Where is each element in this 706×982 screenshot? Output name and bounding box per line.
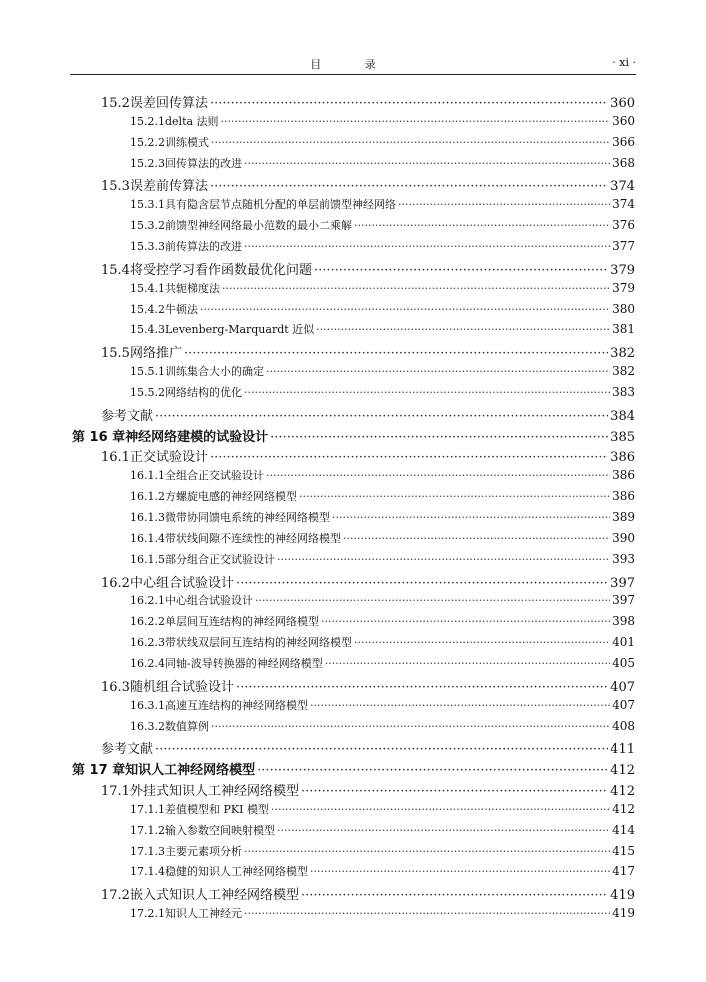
toc-entry-ref[interactable] [101,405,635,424]
toc-entry-sub[interactable] [130,822,635,838]
toc-entry-title: 带状线双层间互连结构的神经网络模型 [165,636,352,650]
toc-entry-page: 412 [610,763,635,779]
toc-entry-title: 部分组合正交试验设计 [165,552,275,566]
toc-entry-sub[interactable] [130,384,635,400]
toc-entry-title: 网络结构的优化 [165,385,242,399]
dot-leader [270,430,608,445]
dot-leader [314,263,608,278]
toc-entry-sub[interactable] [130,655,635,671]
dot-leader [316,323,610,336]
toc-entry-title: 中心组合试验设计 [165,594,253,608]
toc-entry-title: 全组合正交试验设计 [165,469,264,483]
toc-entry-title: 将受控学习看作函数最优化问题 [129,262,312,278]
toc-entry-page: 360 [612,113,635,128]
toc-entry-number: 16.1.5 [130,552,165,566]
toc-entry-sub[interactable] [130,488,635,504]
toc-entry-page: 368 [612,155,635,170]
toc-entry-page: 407 [610,679,635,695]
toc-entry-number: 16.1.1 [130,469,165,483]
toc-entry-page: 383 [612,384,635,399]
toc-entry-sub[interactable] [130,238,635,254]
toc-entry-number: 16.2 [101,575,130,591]
toc-entry-ch[interactable] [72,759,635,778]
toc-entry-title: 参考文献 [101,742,154,758]
toc-entry-title: 回传算法的改进 [165,156,242,170]
toc-entry-title: 训练集合大小的确定 [165,365,264,379]
toc-entry-sub[interactable] [130,530,635,546]
toc-entry-title: 牛顿法 [165,302,198,316]
toc-entry-number: 第 17 章 [72,763,126,779]
toc-entry-page: 380 [612,301,635,316]
toc-entry-page: 382 [610,346,635,362]
toc-entry-sub[interactable] [130,196,635,212]
toc-entry-sub[interactable] [130,321,635,337]
toc-entry-number: 16.1.4 [130,531,165,545]
toc-entry-page: 405 [612,655,635,670]
toc-entry-page: 386 [610,450,635,466]
toc-entry-page: 390 [612,530,635,545]
dot-leader [236,576,608,591]
toc-entry-number: 16.3.1 [130,698,165,712]
dot-leader [310,699,610,712]
toc-entry-sec[interactable] [101,259,635,278]
toc-entry-page: 366 [612,134,635,149]
toc-entry-number: 15.3 [101,179,130,195]
dot-leader [354,636,610,649]
dot-leader [155,409,608,424]
toc-entry-sec[interactable] [101,92,635,111]
toc-entry-page: 412 [610,784,635,800]
toc-entry-number: 15.2.2 [130,135,165,149]
dot-leader [266,365,610,378]
toc-entry-number: 16.3 [101,679,130,695]
dot-leader [244,157,610,170]
dot-leader [222,282,610,295]
toc-entry-sec[interactable] [101,446,635,465]
toc-entry-number: 17.2.1 [130,907,165,921]
toc-entry-sub[interactable] [130,634,635,650]
toc-entry-title: 带状线间隙不连续性的神经网络模型 [165,531,341,545]
toc-entry-number: 16.2.4 [130,656,165,670]
dot-leader [343,532,610,545]
toc-entry-sub[interactable] [130,551,635,567]
toc-entry-sub[interactable] [130,301,635,317]
toc-entry-title: 微带协同馈电系统的神经网络模型 [165,511,330,524]
toc-entry-number: 16.2.2 [130,615,165,629]
toc-entry-sub[interactable] [130,280,635,296]
dot-leader [244,386,610,399]
toc-entry-title: 前传算法的改进 [165,239,242,253]
toc-entry-number: 15.3.2 [130,219,165,233]
toc-entry-title: 训练模式 [165,135,209,149]
toc-entry-page: 374 [612,197,635,212]
toc-entry-sec[interactable] [101,780,635,799]
toc-entry-title: 误差回传算法 [129,96,208,111]
dot-leader [244,907,610,920]
toc-entry-page: 384 [610,408,635,424]
toc-entry-title: 正交试验设计 [129,450,208,466]
dot-leader [301,888,608,903]
toc-entry-sec[interactable] [101,572,635,591]
toc-entry-number: 16.1.3 [130,511,165,524]
toc-entry-sub[interactable] [130,467,635,483]
dot-leader [211,136,610,149]
dot-leader [332,511,610,524]
toc-entry-number: 15.3.3 [130,239,165,253]
toc-entry-title: 随机组合试验设计 [129,679,234,695]
dot-leader [210,450,608,465]
toc-entry-page: 408 [612,718,635,733]
dot-leader [266,469,610,482]
toc-entry-page: 360 [610,96,635,111]
toc-entry-number: 15.5.1 [130,365,165,379]
toc-entry-page: 414 [612,822,635,837]
dot-leader [277,553,610,566]
toc-entry-page: 376 [612,218,635,233]
dot-leader [211,720,610,733]
toc-entry-page: 398 [612,614,635,629]
dot-leader [221,115,611,128]
toc-entry-number: 15.4.2 [130,302,165,316]
dot-leader [277,824,610,837]
toc-entry-page: 382 [612,364,635,379]
toc-entry-number: 16.2.3 [130,636,165,650]
toc-entry-page: 389 [612,510,635,524]
toc-entry-page: 419 [612,906,635,921]
toc-entry-title: 知识人工神经网络模型 [125,763,256,779]
toc-entry-title: 差值模型和 PKI 模型 [165,802,269,816]
toc-entry-page: 415 [612,843,635,858]
toc-entry-number: 15.4 [101,262,130,278]
dot-leader [244,845,610,858]
toc-entry-sub[interactable] [130,363,635,379]
toc-entry-number: 16.2.1 [130,594,165,608]
toc-entry-title: 输入参数空间映射模型 [165,823,275,837]
toc-entry-number: 15.5.2 [130,385,165,399]
dot-leader [271,803,610,816]
toc-entry-title: 网络推广 [129,346,182,362]
dot-leader [255,594,610,607]
toc-entry-page: 385 [610,429,635,445]
dot-leader [184,346,608,361]
toc-entry-number: 17.1.4 [130,865,165,879]
toc-entry-title: 中心组合试验设计 [129,575,234,591]
toc-entry-title: 稳健的知识人工神经网络模型 [165,865,308,879]
toc-entry-page: 401 [612,635,635,650]
toc-entry-number: 15.2.1 [130,114,165,128]
dot-leader [257,763,608,778]
toc-entry-page: 386 [612,489,635,504]
dot-leader [299,490,610,503]
toc-entry-sub[interactable] [130,863,635,879]
toc-entry-page: 412 [612,801,635,816]
toc-entry-ref[interactable] [101,738,635,757]
dot-leader [325,657,610,670]
toc-entry-number: 16.3.2 [130,719,165,733]
toc-entry-number: 15.4.3 [130,323,165,337]
toc-entry-page: 419 [610,888,635,904]
dot-leader [210,179,608,194]
dot-leader [210,96,608,111]
toc-entry-sub[interactable] [130,217,635,233]
toc-entry-page: 379 [612,280,635,295]
toc-entry-page: 407 [612,697,635,712]
toc-entry-number: 17.1 [101,784,130,800]
toc-entry-number: 15.2.3 [130,156,165,170]
toc-entry-title: 高速互连结构的神经网络模型 [165,698,308,712]
toc-entry-title: 共轭梯度法 [165,281,220,295]
toc-entry-number: 第 16 章 [72,429,126,445]
toc-entry-page: 417 [612,864,635,879]
toc-entry-sub[interactable] [130,113,635,129]
header-page-number: · xi · [612,56,636,69]
toc-entry-number: 15.2 [101,96,130,111]
toc-entry-page: 393 [612,551,635,566]
toc-entry-sub[interactable] [130,613,635,629]
toc-entry-title: Levenberg-Marquardt 近似 [165,323,315,337]
toc-entry-page: 374 [610,179,635,195]
toc-entry-number: 15.5 [101,346,130,362]
toc-entry-sec[interactable] [101,175,635,194]
toc-entry-page: 377 [612,238,635,253]
toc-entry-title: 神经网络建模的试验设计 [125,429,269,445]
toc-entry-title: 知识人工神经元 [165,907,242,921]
toc-entry-sub[interactable] [130,155,635,171]
toc-entry-number: 17.1.3 [130,844,165,858]
toc-entry-title: delta 法则 [165,114,219,128]
toc-entry-sub[interactable] [130,509,635,525]
toc-entry-title: 嵌入式知识人工神经网络模型 [129,888,299,904]
toc-entry-page: 379 [610,262,635,278]
toc-entry-number: 17.1.2 [130,823,165,837]
toc-entry-number: 17.2 [101,888,130,904]
toc-entry-sub[interactable] [130,801,635,817]
toc-entry-title: 外挂式知识人工神经网络模型 [129,784,299,800]
dot-leader [200,303,610,316]
toc-entry-title: 具有隐含层节点随机分配的单层前馈型神经网络 [165,198,396,212]
toc-entry-page: 397 [612,593,635,608]
toc-entry-title: 同轴-波导转换器的神经网络模型 [165,656,323,670]
dot-leader [244,240,610,253]
toc-entry-title: 误差前传算法 [129,179,208,195]
toc-entry-number: 16.1 [101,450,130,466]
toc-entry-sub[interactable] [130,134,635,150]
toc-entry-page: 411 [610,742,635,758]
toc-entry-sub[interactable] [130,592,635,608]
toc-entry-ch[interactable] [72,426,635,445]
toc-entry-sub[interactable] [130,697,635,713]
toc-entry-title: 单层间互连结构的神经网络模型 [165,615,319,629]
toc-entry-sub[interactable] [130,905,635,921]
toc-entry-number: 15.3.1 [130,198,165,212]
running-header [70,52,636,75]
dot-leader [398,198,610,211]
toc-entry-sec[interactable] [101,342,635,361]
dot-leader [155,742,608,757]
dot-leader [354,219,610,232]
dot-leader [321,615,610,628]
toc-entry-page: 381 [612,322,635,337]
toc-entry-page: 397 [610,575,635,591]
toc-entry-title: 方螺旋电感的神经网络模型 [165,490,297,504]
toc-entry-sec[interactable] [101,884,635,903]
toc-entry-title: 前馈型神经网络最小范数的最小二乘解 [165,219,352,233]
toc-entry-number: 17.1.1 [130,802,165,816]
header-title: 目 录 [310,58,396,71]
dot-leader [310,865,610,878]
toc-entry-number: 16.1.2 [130,490,165,504]
dot-leader [301,784,608,799]
toc-entry-title: 数值算例 [165,719,209,733]
toc-entry-sec[interactable] [101,676,635,695]
toc-entry-title: 主要元素项分析 [165,844,242,858]
toc-entry-page: 386 [612,468,635,483]
toc-entry-sub[interactable] [130,843,635,859]
toc-entry-number: 15.4.1 [130,281,165,295]
toc-entry-title: 参考文献 [101,408,154,424]
dot-leader [236,680,608,695]
toc-entry-sub[interactable] [130,718,635,734]
